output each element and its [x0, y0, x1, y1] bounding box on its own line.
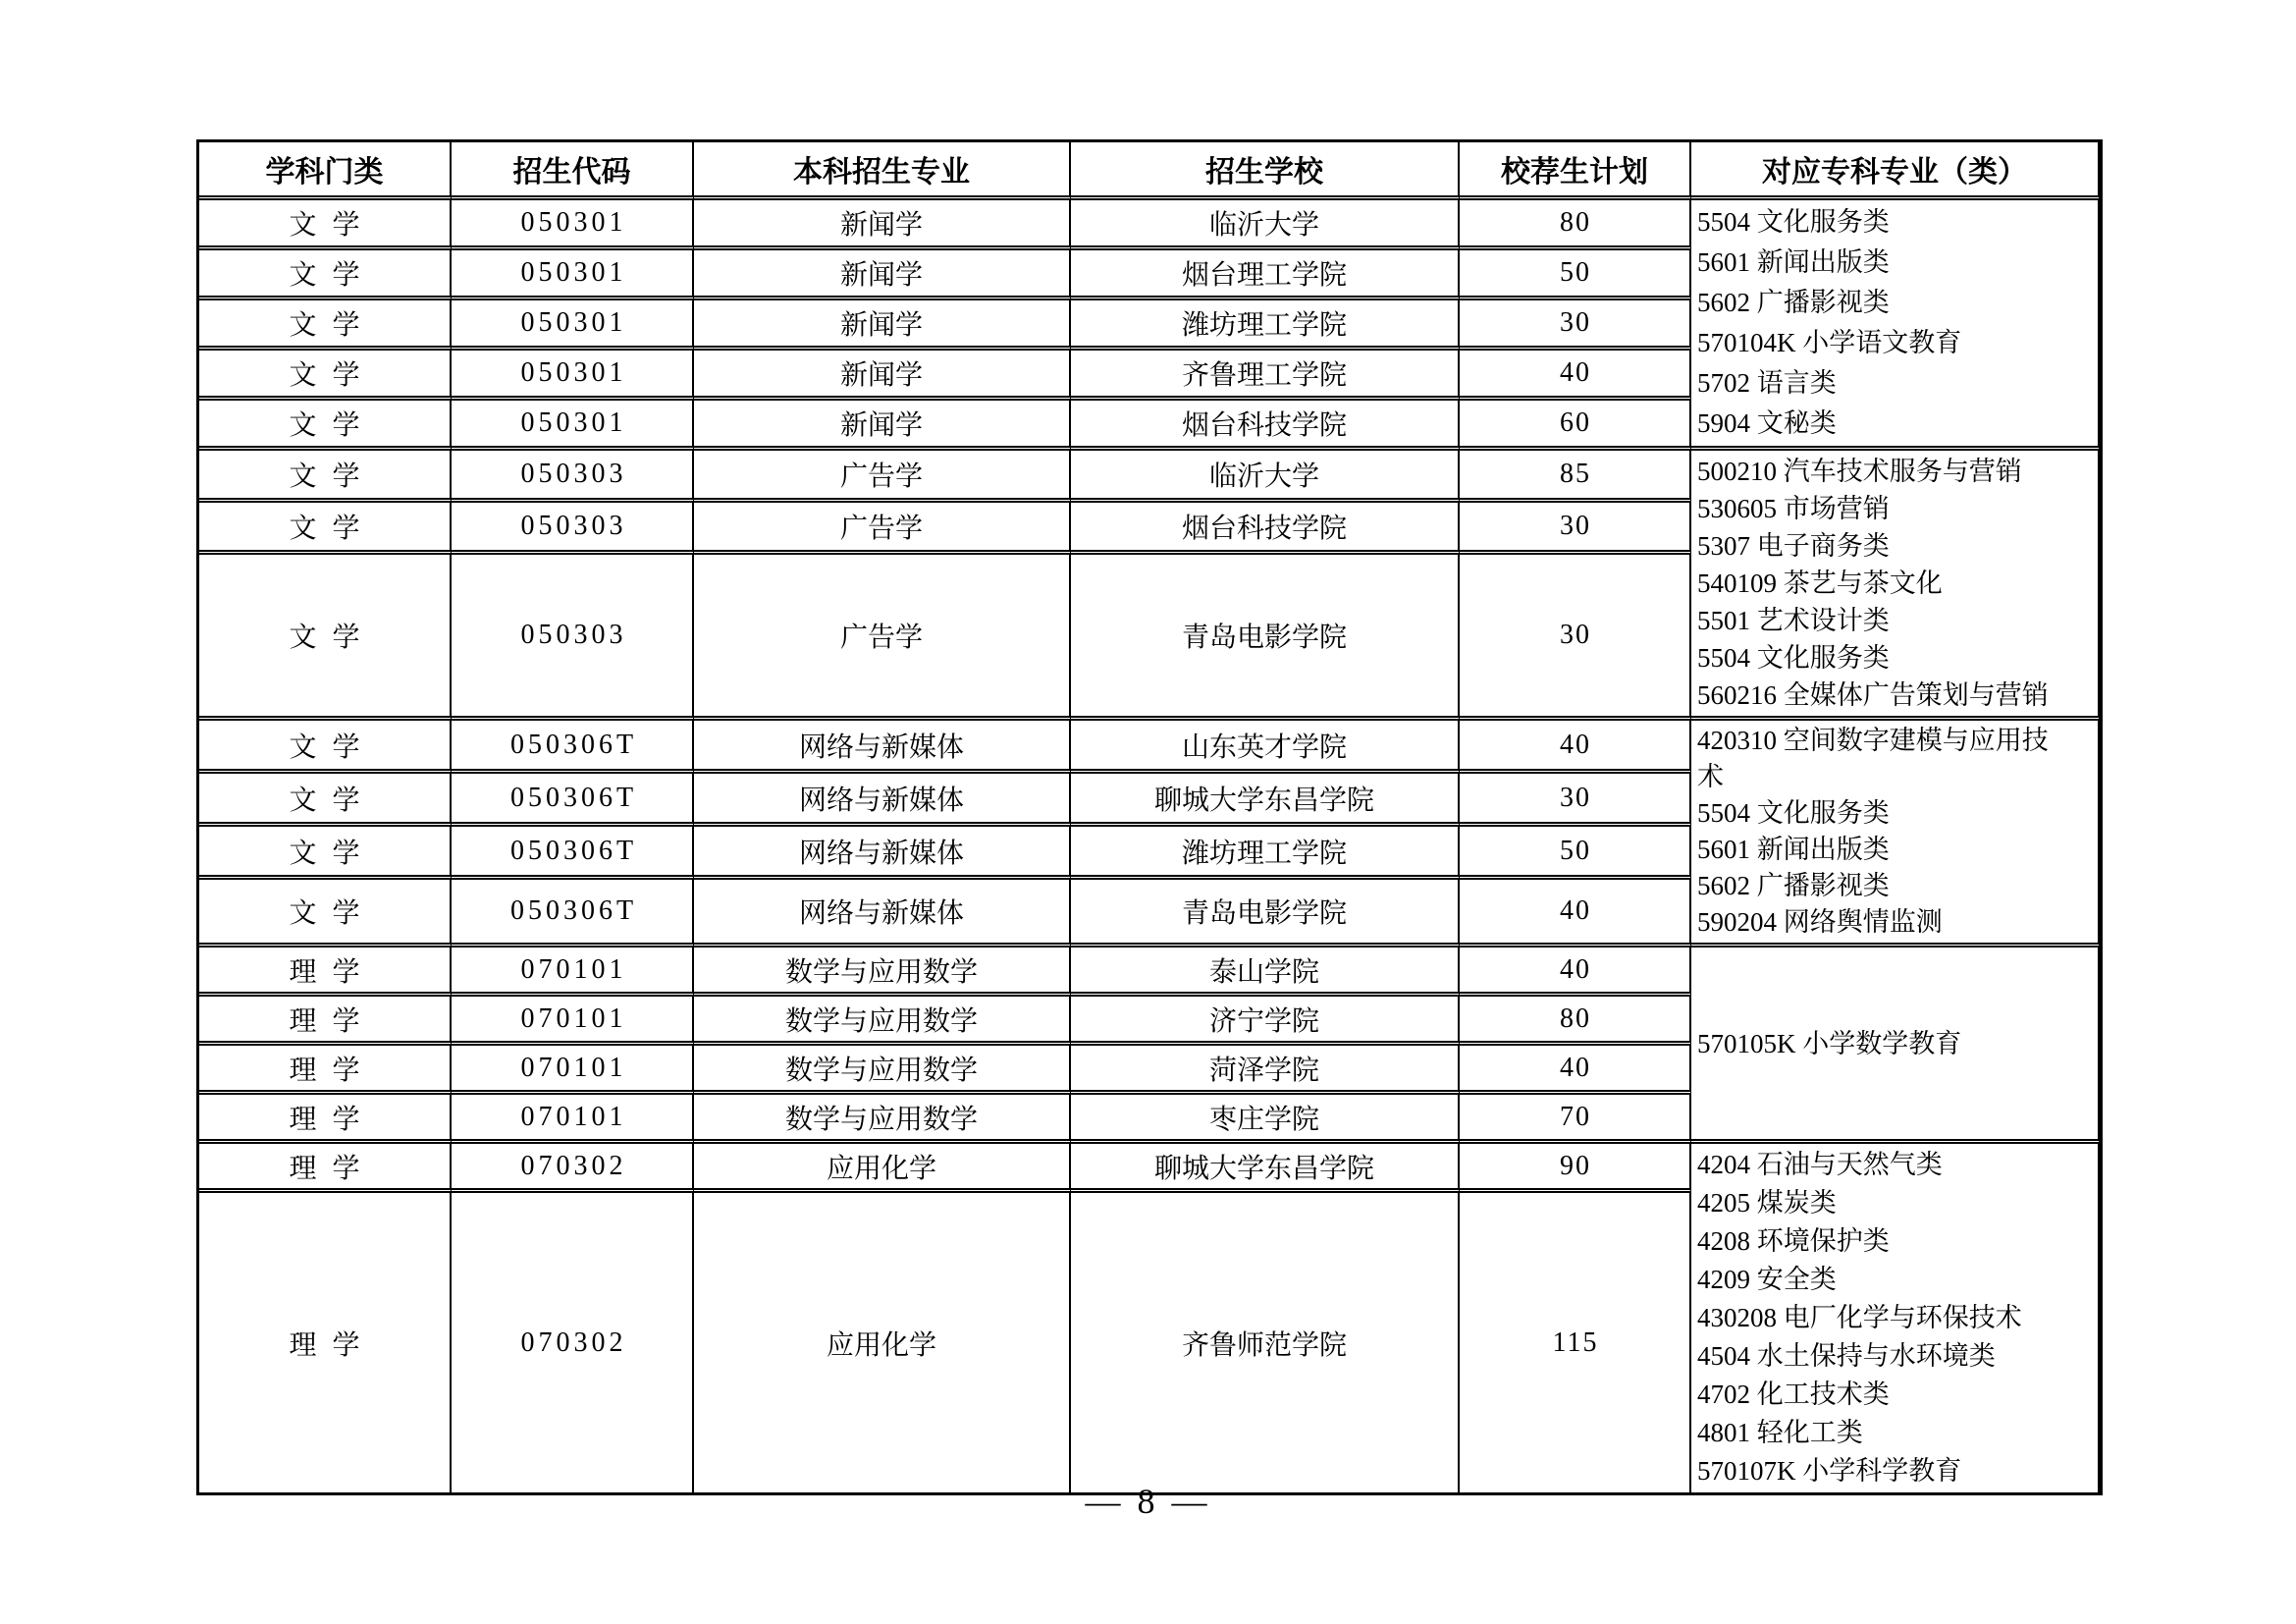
- specialty-item: 560216 全媒体广告策划与营销: [1697, 680, 2049, 710]
- cell-major: 新闻学: [694, 401, 1071, 451]
- specialty-item: 5601 新闻出版类: [1697, 247, 1890, 277]
- cell-major: 网络与新媒体: [694, 721, 1071, 774]
- cell-code: 050303: [452, 503, 694, 555]
- specialty-item: 570105K 小学数学教育: [1697, 1028, 1962, 1058]
- cell-category: 文学: [199, 555, 452, 721]
- cell-plan: 80: [1460, 200, 1691, 250]
- cell-category: 文学: [199, 880, 452, 947]
- cell-school: 齐鲁理工学院: [1071, 351, 1460, 401]
- cell-plan: 40: [1460, 351, 1691, 401]
- cell-category: 文学: [199, 200, 452, 250]
- specialty-item: 5602 广播影视类: [1697, 871, 1890, 900]
- cell-plan: 40: [1460, 721, 1691, 774]
- specialty-item: 5602 广播影视类: [1697, 288, 1890, 317]
- cell-code: 050301: [452, 300, 694, 351]
- cell-plan: 50: [1460, 827, 1691, 880]
- cell-major: 应用化学: [694, 1193, 1071, 1492]
- specialty-item: 4209 安全类: [1697, 1265, 1837, 1294]
- specialty-item: 530605 市场营销: [1697, 494, 1890, 523]
- cell-major: 网络与新媒体: [694, 880, 1071, 947]
- cell-major: 网络与新媒体: [694, 774, 1071, 827]
- cell-major: 广告学: [694, 555, 1071, 721]
- specialty-item: 4702 化工技术类: [1697, 1380, 1890, 1409]
- cell-category: 文学: [199, 451, 452, 503]
- table-row: [199, 1144, 2100, 1193]
- column-header-specialties: 对应专科专业（类）: [1691, 142, 2100, 200]
- specialty-item: 5904 文秘类: [1697, 408, 1837, 438]
- cell-specialties-group-1: [1691, 200, 2100, 451]
- specialty-list: [1691, 451, 2098, 716]
- cell-plan: 70: [1460, 1095, 1691, 1144]
- cell-plan: 115: [1460, 1193, 1691, 1492]
- table-row: [199, 721, 2100, 774]
- column-header-category: 学科门类: [199, 142, 452, 200]
- cell-major: 新闻学: [694, 351, 1071, 401]
- specialty-list: [1691, 200, 2098, 446]
- cell-plan: 30: [1460, 555, 1691, 721]
- cell-plan: 85: [1460, 451, 1691, 503]
- specialty-item: 5504 文化服务类: [1697, 643, 1890, 673]
- cell-category: 文学: [199, 351, 452, 401]
- cell-code: 070101: [452, 1046, 694, 1095]
- cell-major: 新闻学: [694, 250, 1071, 300]
- table-row: [199, 451, 2100, 503]
- cell-major: 网络与新媒体: [694, 827, 1071, 880]
- header-row: [199, 142, 2100, 200]
- cell-major: 广告学: [694, 451, 1071, 503]
- cell-plan: 40: [1460, 1046, 1691, 1095]
- cell-school: 泰山学院: [1071, 947, 1460, 997]
- cell-school: 山东英才学院: [1071, 721, 1460, 774]
- cell-major: 广告学: [694, 503, 1071, 555]
- cell-code: 050306T: [452, 774, 694, 827]
- column-header-school: 招生学校: [1071, 142, 1460, 200]
- cell-school: 齐鲁师范学院: [1071, 1193, 1460, 1492]
- cell-plan: 50: [1460, 250, 1691, 300]
- specialty-item: 5601 新闻出版类: [1697, 835, 1890, 864]
- cell-major: 数学与应用数学: [694, 997, 1071, 1046]
- specialty-item: 4801 轻化工类: [1697, 1418, 1863, 1447]
- specialty-item: 5307 电子商务类: [1697, 531, 1890, 561]
- table-body: [199, 200, 2100, 1492]
- cell-code: 070302: [452, 1193, 694, 1492]
- cell-school: 青岛电影学院: [1071, 555, 1460, 721]
- specialty-item: 540109 茶艺与茶文化: [1697, 568, 1943, 598]
- cell-school: 菏泽学院: [1071, 1046, 1460, 1095]
- cell-plan: 90: [1460, 1144, 1691, 1193]
- table-row: [199, 200, 2100, 250]
- cell-school: 聊城大学东昌学院: [1071, 774, 1460, 827]
- cell-plan: 40: [1460, 880, 1691, 947]
- cell-category: 文学: [199, 250, 452, 300]
- cell-plan: 30: [1460, 503, 1691, 555]
- cell-code: 050301: [452, 351, 694, 401]
- cell-plan: 40: [1460, 947, 1691, 997]
- cell-code: 050306T: [452, 721, 694, 774]
- cell-school: 聊城大学东昌学院: [1071, 1144, 1460, 1193]
- specialty-item: 4504 水土保持与水环境类: [1697, 1341, 1996, 1371]
- cell-category: 文学: [199, 827, 452, 880]
- cell-school: 烟台理工学院: [1071, 250, 1460, 300]
- specialty-item: 420310 空间数字建模与应用技术: [1697, 726, 2049, 791]
- cell-code: 050301: [452, 401, 694, 451]
- specialty-item: 430208 电厂化学与环保技术: [1697, 1303, 2022, 1332]
- cell-major: 新闻学: [694, 300, 1071, 351]
- cell-specialties-group-3: [1691, 721, 2100, 947]
- cell-major: 新闻学: [694, 200, 1071, 250]
- cell-plan: 30: [1460, 774, 1691, 827]
- cell-major: 数学与应用数学: [694, 1046, 1071, 1095]
- specialty-list: [1691, 721, 2098, 943]
- specialty-item: 500210 汽车技术服务与营销: [1697, 457, 2022, 486]
- cell-code: 050301: [452, 200, 694, 250]
- cell-category: 文学: [199, 300, 452, 351]
- cell-category: 理学: [199, 997, 452, 1046]
- specialty-item: 5504 文化服务类: [1697, 798, 1890, 828]
- specialty-item: 590204 网络舆情监测: [1697, 907, 1943, 937]
- cell-school: 烟台科技学院: [1071, 401, 1460, 451]
- cell-school: 枣庄学院: [1071, 1095, 1460, 1144]
- table-row: [199, 947, 2100, 997]
- cell-plan: 80: [1460, 997, 1691, 1046]
- cell-code: 050301: [452, 250, 694, 300]
- cell-specialties-group-4: [1691, 947, 2100, 1144]
- cell-category: 理学: [199, 1144, 452, 1193]
- cell-code: 070101: [452, 997, 694, 1046]
- cell-code: 050306T: [452, 827, 694, 880]
- cell-school: 青岛电影学院: [1071, 880, 1460, 947]
- specialty-item: 570104K 小学语文教育: [1697, 328, 1962, 357]
- cell-school: 潍坊理工学院: [1071, 827, 1460, 880]
- specialty-item: 5504 文化服务类: [1697, 207, 1890, 237]
- specialty-item: 5501 艺术设计类: [1697, 606, 1890, 635]
- cell-code: 050306T: [452, 880, 694, 947]
- cell-major: 数学与应用数学: [694, 1095, 1071, 1144]
- cell-major: 数学与应用数学: [694, 947, 1071, 997]
- cell-code: 070101: [452, 1095, 694, 1144]
- cell-category: 理学: [199, 947, 452, 997]
- cell-school: 临沂大学: [1071, 451, 1460, 503]
- cell-major: 应用化学: [694, 1144, 1071, 1193]
- cell-category: 理学: [199, 1046, 452, 1095]
- cell-category: 文学: [199, 503, 452, 555]
- cell-school: 济宁学院: [1071, 997, 1460, 1046]
- specialty-item: 4205 煤炭类: [1697, 1188, 1837, 1218]
- cell-specialties-group-5: [1691, 1144, 2100, 1492]
- cell-school: 烟台科技学院: [1071, 503, 1460, 555]
- specialty-list: [1691, 1022, 2098, 1065]
- specialty-item: 5702 语言类: [1697, 368, 1837, 398]
- cell-category: 理学: [199, 1095, 452, 1144]
- enrollment-plan-table: [196, 139, 2103, 1495]
- cell-school: 潍坊理工学院: [1071, 300, 1460, 351]
- cell-plan: 30: [1460, 300, 1691, 351]
- page-number: — 8 —: [1085, 1482, 1211, 1521]
- column-header-plan: 校荐生计划: [1460, 142, 1691, 200]
- column-header-code: 招生代码: [452, 142, 694, 200]
- specialty-item: 4204 石油与天然气类: [1697, 1150, 1943, 1179]
- table-header: [199, 142, 2100, 200]
- specialty-item: 570107K 小学科学教育: [1697, 1456, 1962, 1486]
- cell-plan: 60: [1460, 401, 1691, 451]
- cell-category: 文学: [199, 774, 452, 827]
- cell-category: 文学: [199, 401, 452, 451]
- cell-category: 理学: [199, 1193, 452, 1492]
- cell-school: 临沂大学: [1071, 200, 1460, 250]
- cell-code: 070302: [452, 1144, 694, 1193]
- cell-code: 050303: [452, 451, 694, 503]
- specialty-item: 4208 环境保护类: [1697, 1226, 1890, 1256]
- cell-code: 050303: [452, 555, 694, 721]
- cell-category: 文学: [199, 721, 452, 774]
- cell-code: 070101: [452, 947, 694, 997]
- column-header-major: 本科招生专业: [694, 142, 1071, 200]
- specialty-list: [1691, 1144, 2098, 1492]
- cell-specialties-group-2: [1691, 451, 2100, 721]
